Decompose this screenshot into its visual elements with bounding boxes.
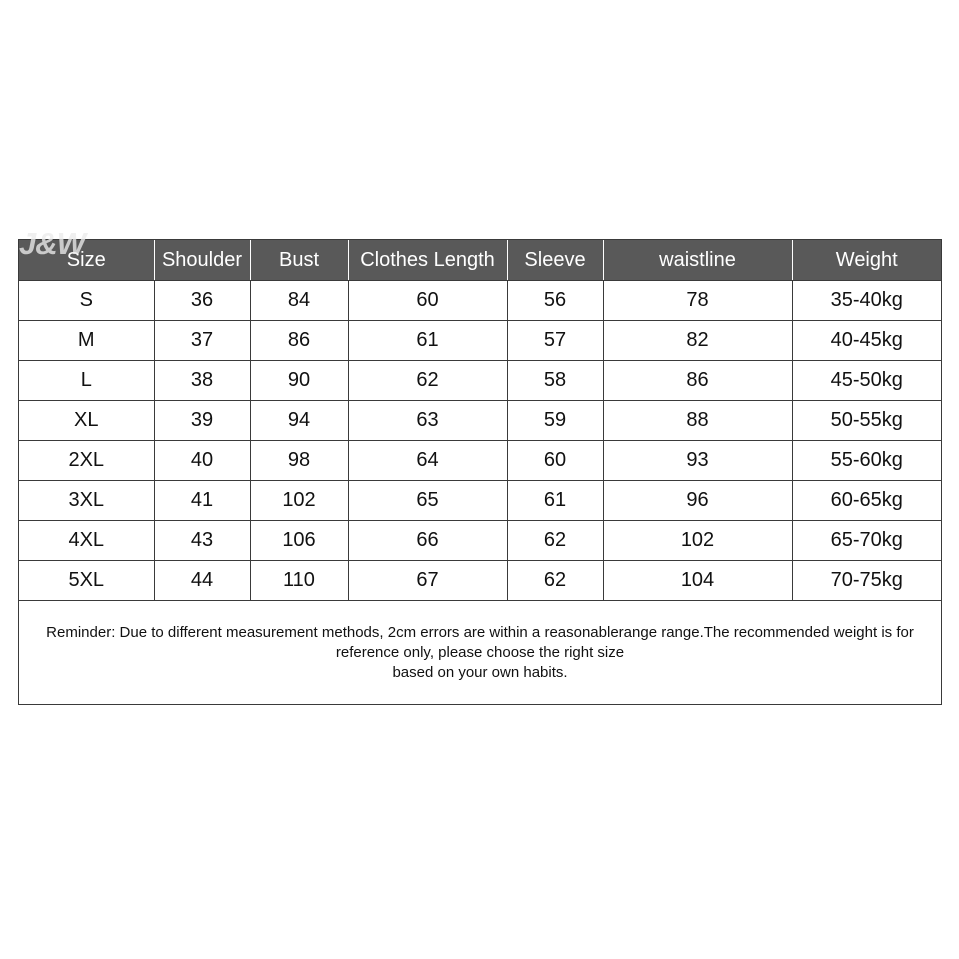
cell-weight: 70-75kg [792,561,941,601]
cell-waistline: 78 [603,281,792,321]
cell-clothes-length: 66 [348,521,507,561]
header-clothes-length: Clothes Length [348,240,507,281]
table-row [19,521,941,561]
reminder-note [19,601,941,705]
cell-bust: 94 [250,401,348,441]
cell-bust: 86 [250,321,348,361]
header-row [19,240,941,281]
cell-shoulder: 41 [154,481,250,521]
table-row [19,281,941,321]
cell-bust: 106 [250,521,348,561]
cell-shoulder: 38 [154,361,250,401]
header-waistline: waistline [603,240,792,281]
header-shoulder: Shoulder [154,240,250,281]
cell-waistline: 86 [603,361,792,401]
header-size: Size [19,240,154,281]
cell-sleeve: 59 [507,401,603,441]
watermark-logo: J&W [19,226,85,261]
cell-waistline: 93 [603,441,792,481]
cell-size: 5XL [19,561,154,601]
cell-size: S [19,281,154,321]
cell-clothes-length: 60 [348,281,507,321]
cell-weight: 40-45kg [792,321,941,361]
cell-bust: 90 [250,361,348,401]
cell-waistline: 96 [603,481,792,521]
cell-sleeve: 57 [507,321,603,361]
cell-weight: 50-55kg [792,401,941,441]
cell-size: 4XL [19,521,154,561]
cell-bust: 110 [250,561,348,601]
reminder-line: based on your own habits. [392,664,568,681]
cell-bust: 84 [250,281,348,321]
table-row [19,561,941,601]
size-chart [18,239,942,705]
cell-shoulder: 44 [154,561,250,601]
cell-weight: 60-65kg [792,481,941,521]
cell-shoulder: 39 [154,401,250,441]
cell-weight: 45-50kg [792,361,941,401]
cell-bust: 98 [250,441,348,481]
cell-clothes-length: 64 [348,441,507,481]
cell-waistline: 88 [603,401,792,441]
cell-waistline: 82 [603,321,792,361]
cell-waistline: 104 [603,561,792,601]
header-bust: Bust [250,240,348,281]
cell-clothes-length: 63 [348,401,507,441]
cell-size: L [19,361,154,401]
table-row [19,361,941,401]
table-row [19,441,941,481]
cell-size: 3XL [19,481,154,521]
cell-size: 2XL [19,441,154,481]
table-row [19,481,941,521]
cell-shoulder: 36 [154,281,250,321]
cell-sleeve: 56 [507,281,603,321]
cell-clothes-length: 62 [348,361,507,401]
cell-sleeve: 58 [507,361,603,401]
cell-shoulder: 37 [154,321,250,361]
cell-bust: 102 [250,481,348,521]
table-row [19,401,941,441]
cell-clothes-length: 61 [348,321,507,361]
table-row [19,321,941,361]
cell-weight: 35-40kg [792,281,941,321]
cell-size: XL [19,401,154,441]
cell-sleeve: 60 [507,441,603,481]
cell-weight: 55-60kg [792,441,941,481]
cell-clothes-length: 67 [348,561,507,601]
cell-shoulder: 43 [154,521,250,561]
cell-sleeve: 62 [507,561,603,601]
header-weight: Weight [792,240,941,281]
cell-size: M [19,321,154,361]
reminder-line: reference only, please choose the right size [335,644,625,661]
cell-weight: 65-70kg [792,521,941,561]
reminder-line: Reminder: Due to different measurement methods, 2cm errors are within a reasonablerange range.The recommended weight is for [46,624,914,641]
cell-clothes-length: 65 [348,481,507,521]
cell-sleeve: 62 [507,521,603,561]
header-sleeve: Sleeve [507,240,603,281]
table-body [19,281,941,601]
size-table [19,240,941,601]
cell-sleeve: 61 [507,481,603,521]
cell-waistline: 102 [603,521,792,561]
cell-shoulder: 40 [154,441,250,481]
